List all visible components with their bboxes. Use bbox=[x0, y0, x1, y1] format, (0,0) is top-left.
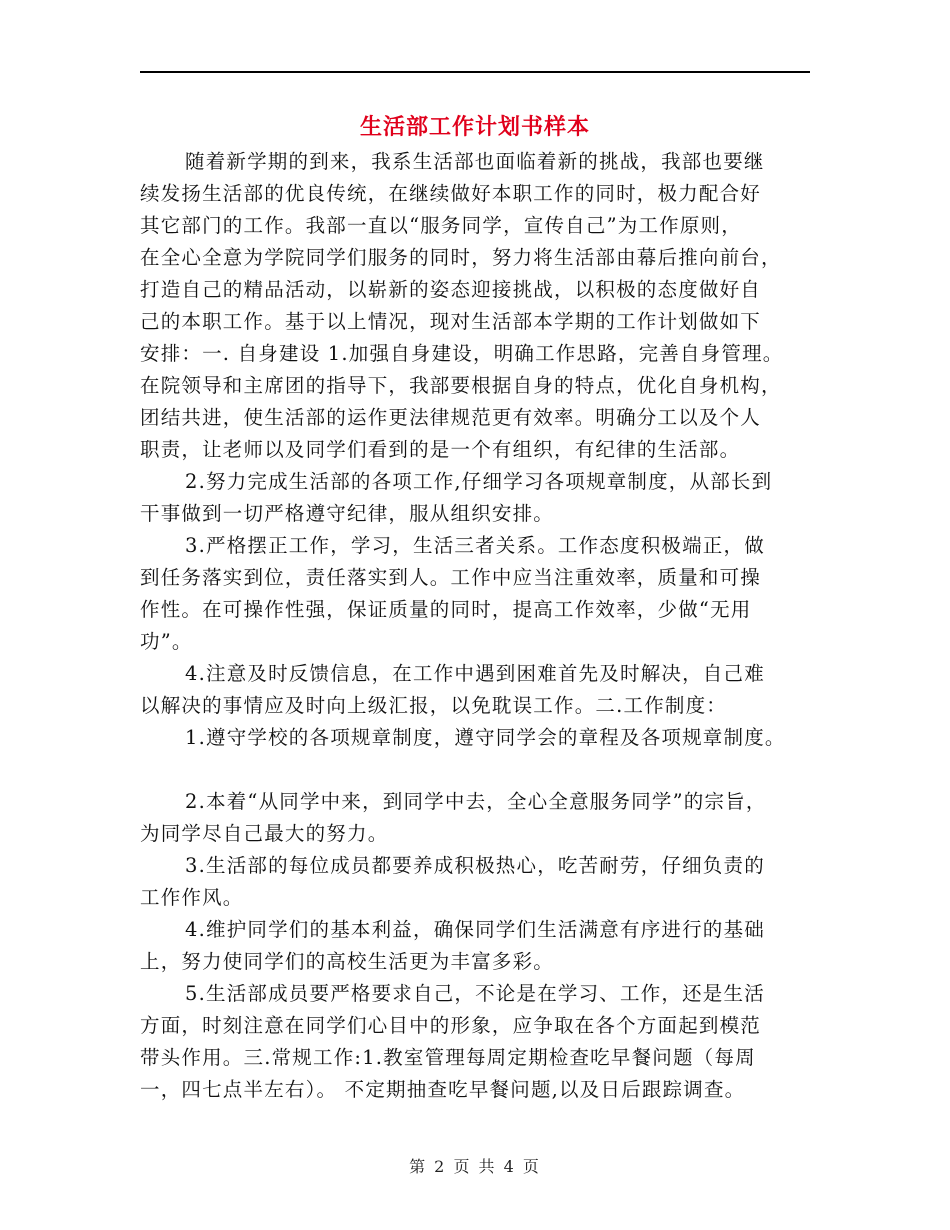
text-line: 4.注意及时反馈信息，在工作中遇到困难首先及时解决，自己难 bbox=[185, 662, 765, 685]
text-line: 己的本职工作。基于以上情况，现对生活部本学期的工作计划做如下 bbox=[140, 310, 762, 333]
text-line: 职责，让老师以及同学们看到的是一个有组织，有纪律的生活部。 bbox=[140, 438, 741, 461]
text-line: 为同学尽自己最大的努力。 bbox=[140, 822, 389, 845]
text-line: 一，四七点半左右）。 不定期抽查吃早餐问题,以及日后跟踪调查。 bbox=[140, 1078, 746, 1101]
text-line: 作性。在可操作性强，保证质量的同时，提高工作效率，少做“无用 bbox=[140, 598, 752, 621]
text-line: 打造自己的精品活动，以崭新的姿态迎接挑战，以积极的态度做好自 bbox=[140, 278, 762, 301]
text-line: 随着新学期的到来，我系生活部也面临着新的挑战，我部也要继 bbox=[185, 150, 765, 173]
text-line: 团结共进，使生活部的运作更法律规范更有效率。明确分工以及个人 bbox=[140, 406, 762, 429]
text-line: 上，努力使同学们的高校生活更为丰富多彩。 bbox=[140, 950, 555, 973]
text-line: 3.严格摆正工作，学习，生活三者关系。工作态度积极端正，做 bbox=[185, 534, 765, 557]
blank-line bbox=[140, 754, 812, 786]
text-line: 以解决的事情应及时向上级汇报，以免耽误工作。二.工作制度： bbox=[140, 694, 727, 717]
document-body bbox=[140, 146, 812, 1106]
header-rule bbox=[140, 71, 810, 73]
text-line: 2.本着“从同学中来，到同学中去，全心全意服务同学”的宗旨， bbox=[185, 790, 767, 813]
text-line: 工作作风。 bbox=[140, 886, 244, 909]
text-line: 5.生活部成员要严格要求自己，不论是在学习、工作，还是生活 bbox=[185, 982, 765, 1005]
text-line: 4.维护同学们的基本利益，确保同学们生活满意有序进行的基础 bbox=[185, 918, 765, 941]
text-line: 干事做到一切严格遵守纪律，服从组织安排。 bbox=[140, 502, 555, 525]
page-footer: 第 2 页 共 4 页 bbox=[409, 1157, 541, 1176]
text-line: 在全心全意为学院同学们服务的同时，努力将生活部由幕后推向前台， bbox=[140, 246, 782, 269]
text-line: 2.努力完成生活部的各项工作,仔细学习各项规章制度，从部长到 bbox=[185, 470, 773, 493]
text-line: 安排：一. 自身建设 1.加强自身建设，明确工作思路，完善自身管理。 bbox=[140, 342, 784, 365]
document-title: 生活部工作计划书样本 bbox=[359, 114, 590, 140]
text-line: 1.遵守学校的各项规章制度，遵守同学会的章程及各项规章制度。 bbox=[185, 726, 786, 749]
text-line: 方面，时刻注意在同学们心目中的形象，应争取在各个方面起到模范 bbox=[140, 1014, 762, 1037]
text-line: 功”。 bbox=[140, 630, 193, 653]
text-line: 到任务落实到位，责任落实到人。工作中应当注重效率，质量和可操 bbox=[140, 566, 762, 589]
text-line: 带头作用。三.常规工作:1.教室管理每周定期检查吃早餐问题（每周 bbox=[140, 1046, 756, 1069]
text-line: 其它部门的工作。我部一直以“服务同学，宣传自己”为工作原则， bbox=[140, 214, 742, 237]
text-line: 续发扬生活部的优良传统，在继续做好本职工作的同时，极力配合好 bbox=[140, 182, 762, 205]
text-line: 在院领导和主席团的指导下，我部要根据自身的特点，优化自身机构， bbox=[140, 374, 782, 397]
text-line: 3.生活部的每位成员都要养成积极热心，吃苦耐劳，仔细负责的 bbox=[185, 854, 765, 877]
